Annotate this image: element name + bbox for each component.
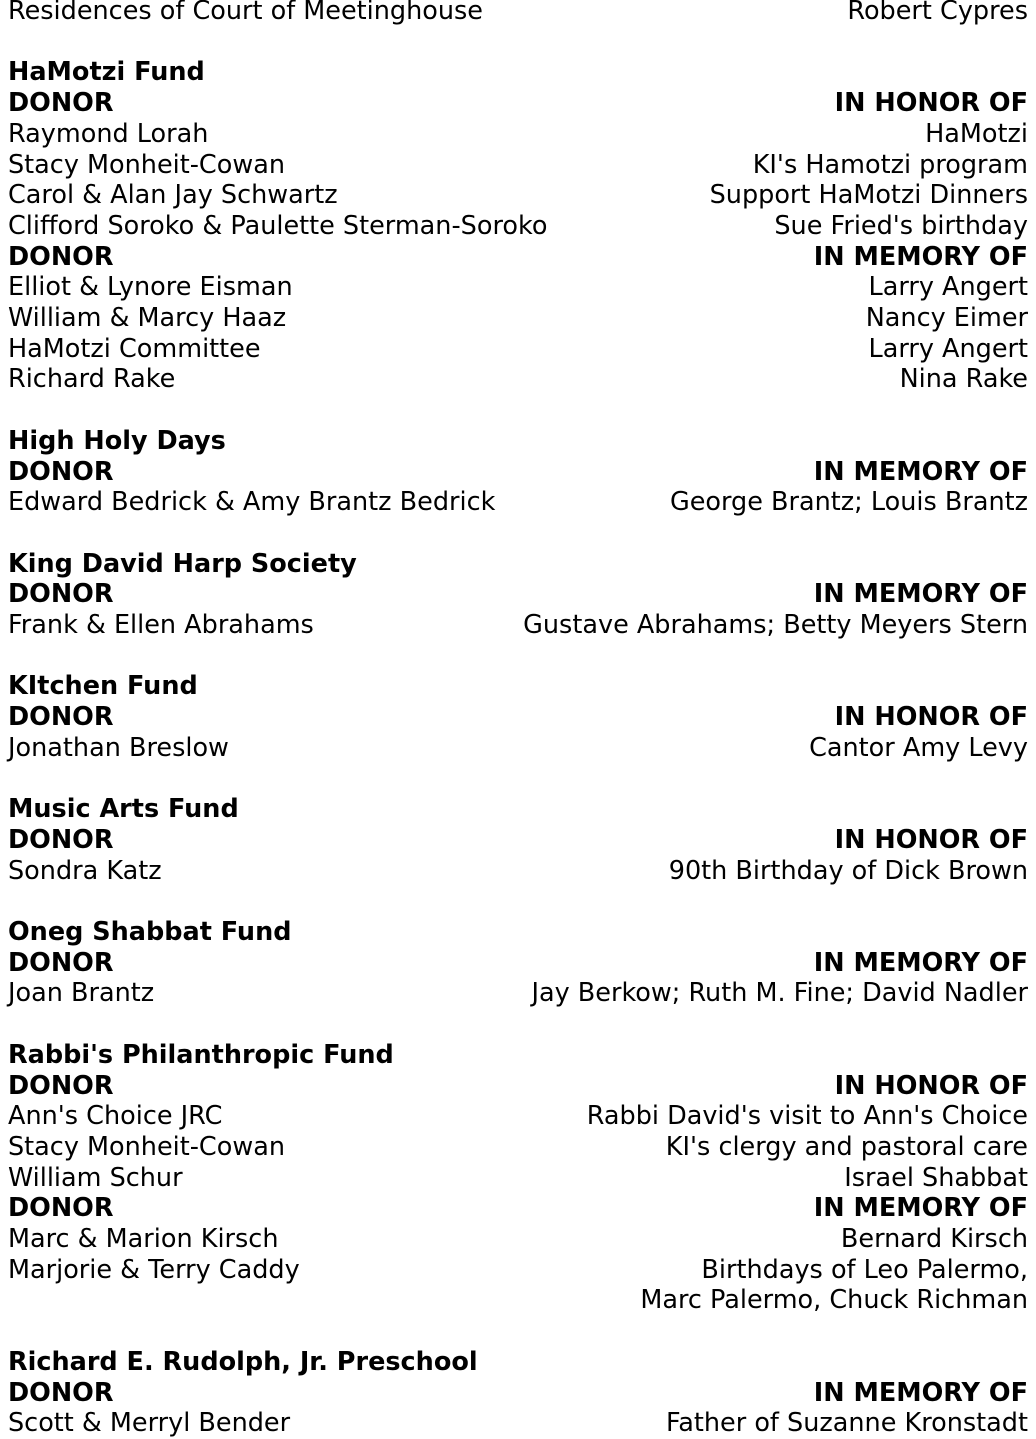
honoree-name: Larry Angert — [868, 333, 1028, 364]
honoree-name: Gustave Abrahams; Betty Meyers Stern — [523, 610, 1028, 641]
honoree-name: Birthdays of Leo Palermo, — [701, 1254, 1028, 1285]
fund-section — [8, 671, 1028, 763]
donor-name: Marjorie & Terry Caddy — [8, 1254, 300, 1285]
donation-list — [8, 0, 1028, 1439]
donor-name: William & Marcy Haaz — [8, 303, 287, 334]
donor-header: DONOR — [8, 1070, 114, 1101]
section-spacer — [8, 1316, 1028, 1347]
section-spacer — [8, 641, 1028, 672]
donor-name: HaMotzi Committee — [8, 333, 261, 364]
fund-section — [8, 549, 1028, 641]
donor-name: William Schur — [8, 1162, 183, 1193]
donor-header: DONOR — [8, 456, 114, 487]
donation-row — [8, 119, 1028, 150]
fund-section — [8, 1040, 1028, 1316]
donation-row — [8, 1224, 1028, 1255]
dedication-type-header: IN MEMORY OF — [813, 241, 1028, 272]
donor-name: Edward Bedrick & Amy Brantz Bedrick — [8, 487, 496, 518]
donation-row — [8, 1163, 1028, 1194]
honoree-name: Rabbi David's visit to Ann's Choice — [586, 1101, 1028, 1132]
honoree-name: KI's clergy and pastoral care — [665, 1131, 1028, 1162]
group-header-row — [8, 88, 1028, 119]
dedication-type-header: IN MEMORY OF — [813, 456, 1028, 487]
group-header-row — [8, 457, 1028, 488]
section-spacer — [8, 27, 1028, 58]
donation-row — [8, 610, 1028, 641]
honoree-name: Bernard Kirsch — [840, 1224, 1028, 1255]
donation-row — [8, 856, 1028, 887]
donation-row — [8, 1255, 1028, 1286]
donor-name: Sondra Katz — [8, 855, 162, 886]
donation-row — [8, 1132, 1028, 1163]
dedication-type-header: IN HONOR OF — [834, 88, 1028, 119]
fund-title: Music Arts Fund — [8, 794, 239, 825]
fund-section — [8, 794, 1028, 886]
donation-row — [8, 150, 1028, 181]
dedication-type-header: IN MEMORY OF — [813, 947, 1028, 978]
donor-header: DONOR — [8, 947, 114, 978]
fund-section — [8, 917, 1028, 1009]
donor-name: Scott & Merryl Bender — [8, 1408, 291, 1439]
top-row — [8, 0, 1028, 27]
group-header-row — [8, 1378, 1028, 1409]
honoree-name: Sue Fried's birthday — [774, 210, 1028, 241]
donation-row — [8, 1285, 1028, 1316]
donor-name: Stacy Monheit-Cowan — [8, 1131, 285, 1162]
fund-title: Oneg Shabbat Fund — [8, 917, 292, 947]
donor-header: DONOR — [8, 824, 114, 855]
donation-row — [8, 364, 1028, 395]
fund-title: KItchen Fund — [8, 671, 198, 702]
fund-title: HaMotzi Fund — [8, 57, 205, 88]
donor-name: Frank & Ellen Abrahams — [8, 610, 314, 641]
section-spacer — [8, 764, 1028, 795]
donation-row — [8, 303, 1028, 334]
donation-row — [8, 1101, 1028, 1132]
group-header-row — [8, 948, 1028, 979]
dedication-type-header: IN MEMORY OF — [813, 1193, 1028, 1224]
dedication-type-header: IN HONOR OF — [834, 1070, 1028, 1101]
donation-row — [8, 180, 1028, 211]
donor-name: Marc & Marion Kirsch — [8, 1224, 279, 1255]
honoree-name: Nina Rake — [899, 364, 1028, 395]
group-header-row — [8, 825, 1028, 856]
group-header-row — [8, 1071, 1028, 1102]
donor-name: Jonathan Breslow — [8, 732, 229, 763]
section-spacer — [8, 1009, 1028, 1040]
donation-row — [8, 1408, 1028, 1439]
honoree-name: Support HaMotzi Dinners — [709, 180, 1028, 211]
fund-title: Rabbi's Philanthropic Fund — [8, 1039, 394, 1070]
donor-name: Elliot & Lynore Eisman — [8, 272, 293, 303]
section-spacer — [8, 886, 1028, 917]
top-row-honoree: Robert Cypres — [847, 0, 1028, 26]
honoree-name: Father of Suzanne Kronstadt — [665, 1408, 1028, 1439]
honoree-name: 90th Birthday of Dick Brown — [668, 855, 1028, 886]
donor-name: Clifford Soroko & Paulette Sterman-Soroko — [8, 210, 548, 241]
dedication-type-header: IN MEMORY OF — [813, 579, 1028, 610]
fund-title: King David Harp Society — [8, 548, 357, 579]
honoree-name: George Brantz; Louis Brantz — [669, 487, 1028, 518]
donor-header: DONOR — [8, 241, 114, 272]
honoree-name: Larry Angert — [868, 272, 1028, 303]
donor-header: DONOR — [8, 88, 114, 119]
group-header-row — [8, 1193, 1028, 1224]
fund-section — [8, 57, 1028, 395]
donor-header: DONOR — [8, 702, 114, 733]
group-header-row — [8, 242, 1028, 273]
donor-header: DONOR — [8, 579, 114, 610]
group-header-row — [8, 702, 1028, 733]
donor-name: Raymond Lorah — [8, 118, 209, 149]
fund-title: High Holy Days — [8, 425, 226, 456]
top-row-donor: Residences of Court of Meetinghouse — [8, 0, 483, 26]
honoree-name: KI's Hamotzi program — [752, 149, 1028, 180]
donation-row — [8, 487, 1028, 518]
donation-row — [8, 211, 1028, 242]
fund-title: Richard E. Rudolph, Jr. Preschool — [8, 1346, 478, 1377]
fund-section — [8, 1347, 1028, 1439]
donor-name: Carol & Alan Jay Schwartz — [8, 180, 338, 211]
group-header-row — [8, 579, 1028, 610]
honoree-name: Cantor Amy Levy — [809, 732, 1028, 763]
honoree-name: Israel Shabbat — [844, 1162, 1028, 1193]
section-spacer — [8, 518, 1028, 549]
dedication-type-header: IN HONOR OF — [834, 702, 1028, 733]
donor-name: Richard Rake — [8, 364, 176, 395]
section-spacer — [8, 395, 1028, 426]
honoree-name: Marc Palermo, Chuck Richman — [640, 1285, 1028, 1316]
honoree-name: Jay Berkow; Ruth M. Fine; David Nadler — [531, 978, 1028, 1009]
donation-row — [8, 272, 1028, 303]
honoree-name: Nancy Eimer — [865, 303, 1028, 334]
donor-header: DONOR — [8, 1193, 114, 1224]
donor-name: Ann's Choice JRC — [8, 1101, 223, 1132]
honoree-name: HaMotzi — [925, 118, 1028, 149]
donor-name: Stacy Monheit-Cowan — [8, 149, 285, 180]
donor-header: DONOR — [8, 1377, 114, 1408]
donation-row — [8, 334, 1028, 365]
donation-row — [8, 978, 1028, 1009]
dedication-type-header: IN HONOR OF — [834, 824, 1028, 855]
donation-row — [8, 733, 1028, 764]
fund-section — [8, 426, 1028, 518]
donor-name: Joan Brantz — [8, 978, 155, 1009]
dedication-type-header: IN MEMORY OF — [813, 1377, 1028, 1408]
